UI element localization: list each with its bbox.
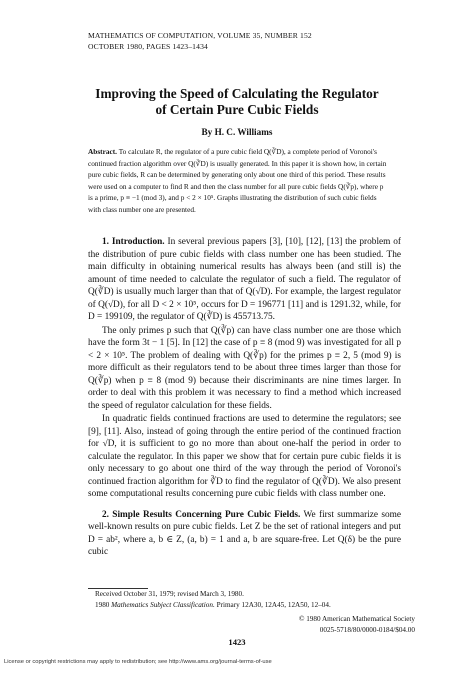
author-line: By H. C. Williams	[201, 127, 273, 137]
msc-label: Mathematics Subject Classification.	[111, 600, 215, 609]
section-heading-introduction: 1. Introduction.	[102, 237, 165, 247]
msc-year: 1980	[95, 600, 110, 609]
msc-line	[95, 600, 415, 611]
paragraph-introduction	[88, 236, 401, 324]
abstract	[88, 146, 388, 215]
title-line-1: Improving the Speed of Calculating the Regulator	[95, 86, 379, 101]
msc-codes: Primary 12A30, 12A45, 12A50, 12–04.	[216, 600, 331, 609]
footnote-received	[95, 589, 415, 610]
abstract-label: Abstract.	[88, 147, 117, 156]
issn-line: 0025-5718/80/0000-0184/$04.00	[319, 625, 415, 634]
paragraph-3: In quadratic fields continued fractions are used to determine the regulators; see [9], [11]. Also, instead of going through the entire period of the continued fraction for √D, it is sufficient to go no more than about one-half the period in order to calculate the regulator. In this paper we show that for certain pure cubic fields it is only necessary to go about one third of the way through the period of Voronoi's continued fraction algorithm for ∛D to find the regulator of Q(∛D). We also present some computational results concerning pure cubic fields with class number one.	[88, 414, 401, 499]
paragraph-4-text: We first summarize some well-known results on pure cubic fields. Let Z be the set of rational integers and put D = ab², where a, b ∈ Z, (a, b) = 1 and a, b are square-free. Let Q(δ) be the pure cubic	[88, 509, 401, 557]
received-dates: Received October 31, 1979; revised March 3, 1980.	[95, 590, 244, 598]
journal-volume-line: MATHEMATICS OF COMPUTATION, VOLUME 35, NUMBER 152	[88, 31, 312, 40]
copyright-block	[265, 614, 415, 635]
journal-date-line: OCTOBER 1980, PAGES 1423–1434	[88, 42, 208, 51]
abstract-text: To calculate R, the regulator of a pure cubic field Q(∛D), a complete period of Voronoi's continued fraction algorithm over Q(∛D) is usually generated. In this paper it is shown how, in certain pure cubic fields, R can be determined by generating only about one third of this period. These results were used on a computer to find R and then the class number for all pure cubic fields Q(∛p), where p is a prime, p ≡ −1 (mod 3), and p < 2 × 10⁵. Graphs illustrating the distribution of such cubic fields with class number one are presented.	[88, 147, 387, 214]
page-number: 1423	[228, 637, 246, 647]
section-heading-pure-cubic-fields: 2. Simple Results Concerning Pure Cubic Fields.	[102, 509, 301, 520]
copyright-line: © 1980 American Mathematical Society	[298, 615, 415, 623]
paragraph-1-text: In several previous papers [3], [10], [12], [13] the problem of the distribution of pure cubic fields with class number one has been studied. The main difficulty in obtaining numerical results has always been (and still is) the amount of time needed to calculate the regulator of such a field. The regulator of Q(∛D) is usually much larger than that of Q(√D). For example, the largest regulator of Q(√D), for all D < 2 × 10⁵, occurs for D = 196771 [11] and is 1291.32, while, for D = 199109, the regulator of Q(∛D) is 455713.75.	[88, 237, 402, 322]
paper-title	[40, 86, 434, 118]
license-notice: License or copyright restrictions may apply to redistribution; see http://www.ams.org/journal-terms-of-use	[4, 659, 272, 665]
body-text	[88, 236, 401, 560]
paragraph-section-2	[88, 509, 401, 559]
journal-header	[88, 30, 428, 52]
title-line-2: of Certain Pure Cubic Fields	[155, 102, 319, 117]
paragraph-2: The only primes p such that Q(∛p) can have class number one are those which have the form 3t − 1 [5]. In [12] the case of p ≡ 8 (mod 9) was investigated for all p < 2 × 10⁵. The problem of dealing with Q(∛p) for the primes p ≡ 2, 5 (mod 9) is more difficult as their regulators tend to be about three times larger than those for Q(∛p) when p ≡ 8 (mod 9) because their discriminants are nine times larger. In order to deal with this problem it was necessary to find a method which increased the speed of regulator calculation for these fields.	[88, 325, 401, 411]
